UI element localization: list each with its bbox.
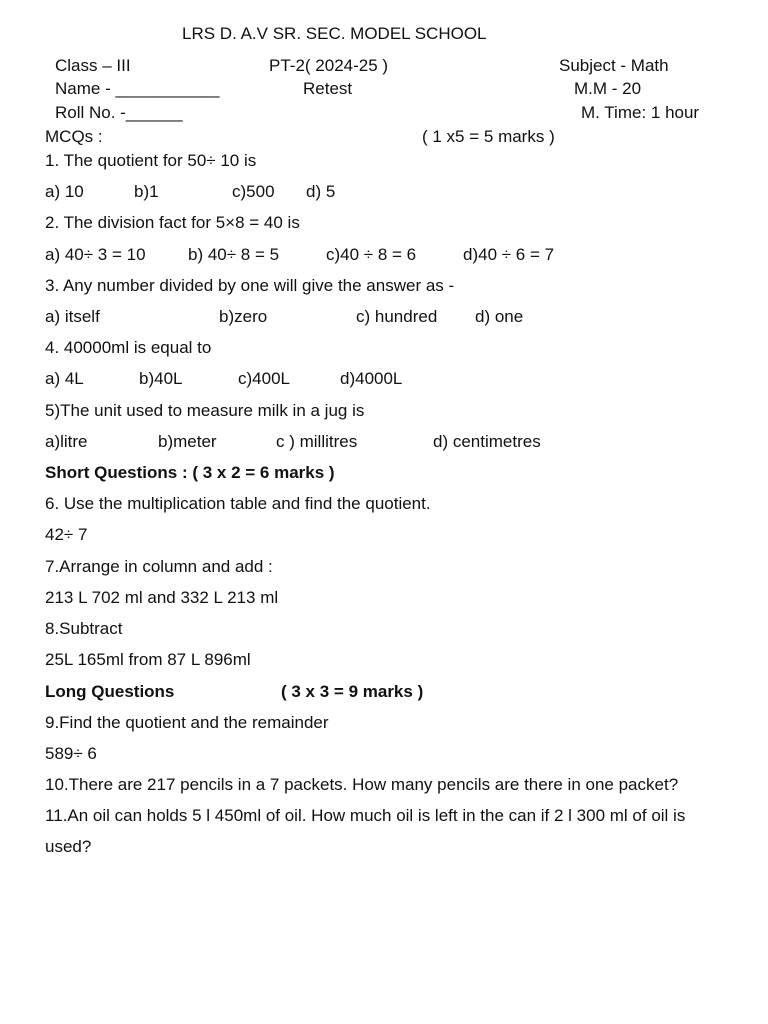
q2-option-a: a) 40÷ 3 = 10: [45, 245, 146, 264]
question-4: 4. 40000ml is equal to: [45, 338, 212, 357]
class-label: Class – III: [55, 56, 131, 75]
mcq-heading: MCQs :: [45, 127, 103, 146]
q1-option-b: b)1: [134, 182, 159, 201]
q4-option-b: b)40L: [139, 369, 183, 388]
question-6-expression: 42÷ 7: [45, 525, 88, 544]
q4-option-d: d)4000L: [340, 369, 403, 388]
q3-option-d: d) one: [475, 307, 524, 326]
question-8: 8.Subtract: [45, 619, 123, 638]
question-7: 7.Arrange in column and add :: [45, 557, 273, 576]
question-9-expression: 589÷ 6: [45, 744, 97, 763]
question-9: 9.Find the quotient and the remainder: [45, 713, 329, 732]
question-6: 6. Use the multiplication table and find the quotient.: [45, 494, 431, 513]
question-10: 10.There are 217 pencils in a 7 packets. How many pencils are there in one packet?: [45, 775, 679, 794]
name-field: Name - ___________: [55, 79, 220, 98]
q5-option-b: b)meter: [158, 432, 217, 451]
q3-option-c: c) hundred: [356, 307, 438, 326]
q2-option-c: c)40 ÷ 8 = 6: [326, 245, 417, 264]
q5-option-c: c ) millitres: [276, 432, 358, 451]
question-1: 1. The quotient for 50÷ 10 is: [45, 151, 257, 170]
q2-option-d: d)40 ÷ 6 = 7: [463, 245, 555, 264]
q3-option-a: a) itself: [45, 307, 100, 326]
time-label: M. Time: 1 hour: [581, 103, 700, 122]
question-3: 3. Any number divided by one will give the answer as -: [45, 276, 455, 295]
question-8-values: 25L 165ml from 87 L 896ml: [45, 650, 251, 669]
q1-option-d: d) 5: [306, 182, 336, 201]
question-2: 2. The division fact for 5×8 = 40 is: [45, 213, 300, 232]
question-5: 5)The unit used to measure milk in a jug is: [45, 401, 365, 420]
subject-label: Subject - Math: [559, 56, 669, 75]
q2-option-b: b) 40÷ 8 = 5: [188, 245, 280, 264]
max-marks: M.M - 20: [574, 79, 642, 98]
question-7-values: 213 L 702 ml and 332 L 213 ml: [45, 588, 279, 607]
question-11-continuation: used?: [45, 837, 92, 856]
long-questions-heading: Long Questions: [45, 682, 175, 701]
q4-option-c: c)400L: [238, 369, 290, 388]
long-questions-marks: ( 3 x 3 = 9 marks ): [281, 682, 424, 701]
q1-option-c: c)500: [232, 182, 275, 201]
q5-option-a: a)litre: [45, 432, 88, 451]
test-name: PT-2( 2024-25 ): [269, 56, 389, 75]
q1-option-a: a) 10: [45, 182, 84, 201]
question-11: 11.An oil can holds 5 l 450ml of oil. How much oil is left in the can if 2 l 300 ml of oil is: [45, 806, 686, 825]
q3-option-b: b)zero: [219, 307, 268, 326]
short-questions-heading: Short Questions : ( 3 x 2 = 6 marks ): [45, 463, 335, 482]
retest-label: Retest: [303, 79, 353, 98]
school-name: LRS D. A.V SR. SEC. MODEL SCHOOL: [182, 24, 487, 43]
q4-option-a: a) 4L: [45, 369, 84, 388]
mcq-marks: ( 1 x5 = 5 marks ): [422, 127, 555, 146]
roll-number-field: Roll No. -______: [55, 103, 183, 122]
q5-option-d: d) centimetres: [433, 432, 541, 451]
